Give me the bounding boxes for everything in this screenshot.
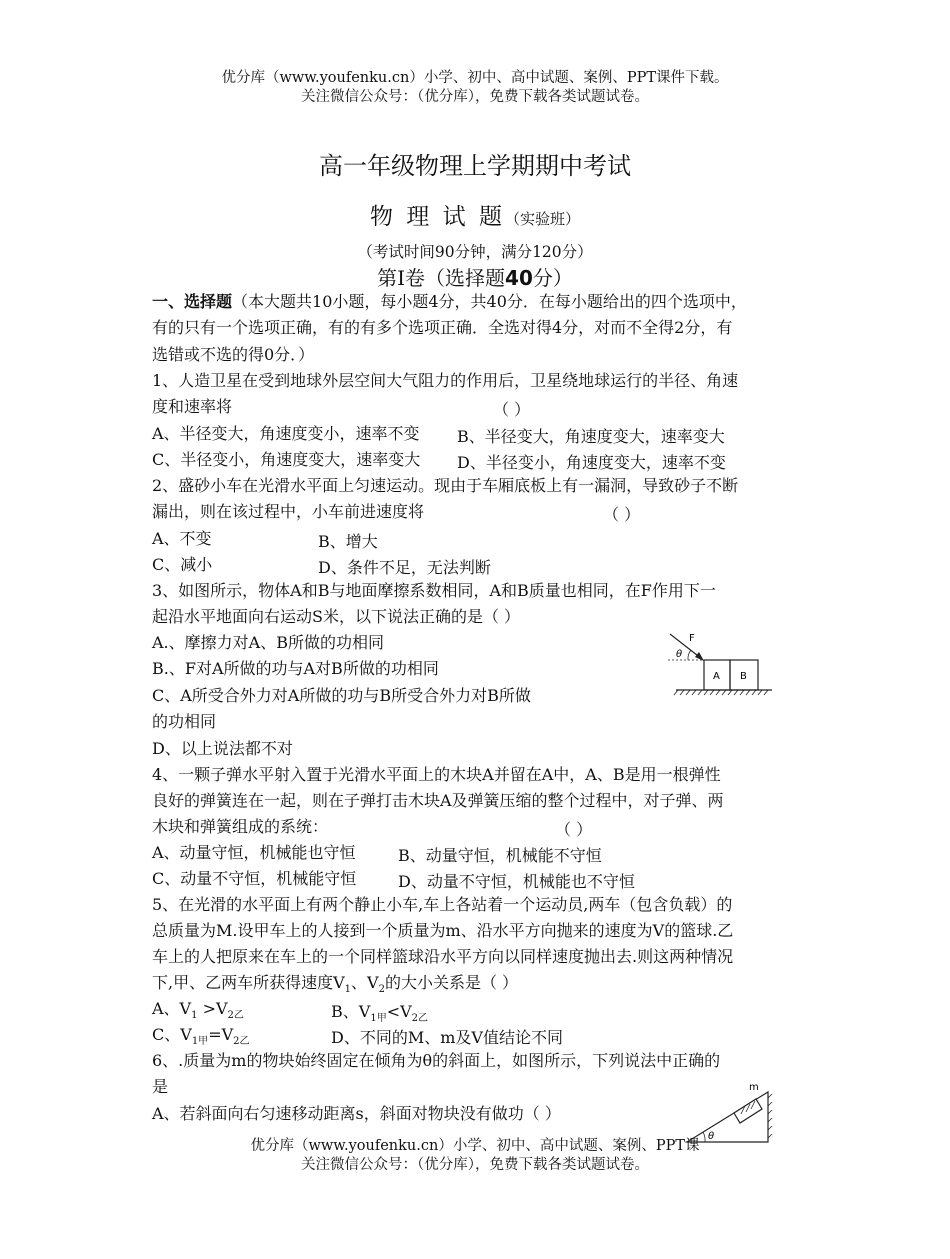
- incline-angle-label: θ: [708, 1131, 715, 1142]
- q5-stem-4-sub2: 2: [378, 984, 385, 996]
- q5-option-b: [331, 999, 428, 1024]
- q3-option-c-cont: 的功相同: [152, 712, 217, 731]
- block-b-label: B: [740, 671, 747, 682]
- q6-figure: [683, 1076, 787, 1146]
- q6-stem-1: 6、.质量为m的物块始终固定在倾角为θ的斜面上，如图所示，下列说法中正确的: [152, 1051, 721, 1070]
- footer-line-1: 优分库（www.youfenku.cn）小学、初中、高中试题、案例、PPT课: [250, 1138, 700, 1154]
- q2-answer-paren: （ ）: [603, 505, 641, 524]
- q4-stem-3: 木块和弹簧组成的系统：: [152, 817, 329, 836]
- q5-opt-a-s2: 2乙: [227, 1010, 244, 1022]
- q1-stem-2: 度和速率将: [152, 397, 233, 416]
- section-intro-line-1: [152, 292, 747, 312]
- part-suffix: 分）: [532, 266, 573, 290]
- q4-option-b: B、动量守恒，机械能不守恒: [398, 846, 602, 865]
- q2-option-a: A、不变: [152, 529, 212, 548]
- q5-opt-b-p1: B、V: [331, 1002, 371, 1021]
- part-score: 40: [505, 266, 533, 290]
- q5-opt-a-p1: A、V: [152, 999, 192, 1018]
- q1-answer-paren: （ ）: [493, 400, 531, 419]
- q4-option-c: C、动量不守恒，机械能守恒: [152, 869, 357, 888]
- q3-option-d: D、以上说法都不对: [152, 739, 293, 758]
- q1-option-b: B、半径变大，角速度变大，速率变大: [457, 427, 725, 446]
- q5-opt-b-p2: <V: [386, 1002, 412, 1021]
- subtitle-note: （实验班）: [504, 210, 580, 228]
- q2-option-b: B、增大: [318, 532, 378, 551]
- q1-option-d: D、半径变小，角速度变大，速率不变: [457, 453, 726, 472]
- q5-opt-a-s1: 1: [191, 1010, 198, 1022]
- q5-stem-1: 5、在光滑的水平面上有两个静止小车,车上各站着一个运动员,两车（包含负载）的: [152, 895, 733, 914]
- q2-stem-1: 2、盛砂小车在光滑水平面上匀速运动。现由于车厢底板上有一漏洞，导致砂子不断: [152, 476, 739, 495]
- ground-hatching: [674, 690, 768, 695]
- section-intro-line-2: 有的只有一个选项正确，有的有多个选项正确．全选对得4分，对而不全得2分，有: [152, 318, 733, 337]
- q6-option-a: A、若斜面向右匀速移动距离s，斜面对物块没有做功（ ）: [152, 1104, 561, 1123]
- part-heading: [0, 262, 950, 291]
- subtitle-text: 物 理 试 题: [370, 204, 505, 230]
- q5-opt-b-s2: 2乙: [411, 1013, 429, 1025]
- q5-option-c: [152, 1025, 250, 1052]
- angle-arc: [688, 650, 691, 660]
- q5-option-d: D、不同的M、m及V值结论不同: [331, 1028, 563, 1047]
- mass-label: m: [749, 1082, 759, 1093]
- q5-stem-4-c: 的大小关系是（ ）: [384, 973, 519, 992]
- q4-stem-2: 良好的弹簧连在一起，则在子弹打击木块A及弹簧压缩的整个过程中，对子弹、两: [152, 791, 724, 810]
- q5-opt-c-p2: =V: [208, 1025, 234, 1044]
- q5-stem-4: [152, 973, 518, 1000]
- angle-label: θ: [676, 649, 683, 660]
- part-prefix: 第Ⅰ卷（选择题: [377, 266, 506, 290]
- q6-figure-svg: [683, 1076, 787, 1146]
- section-intro-1: （本大题共10小题，每小题4分，共40分．在每小题给出的四个选项中，: [232, 292, 747, 311]
- q1-option-a: A、半径变大，角速度变小，速率不变: [152, 424, 420, 443]
- q6-stem-2: 是: [152, 1077, 169, 1096]
- exam-title: 高一年级物理上学期期中考试: [319, 152, 631, 180]
- q5-stem-4-b: 、V: [351, 973, 379, 992]
- q3-option-b: B.、F对A所做的功与A对B所做的功相同: [152, 659, 439, 678]
- q1-stem-1: 1、人造卫星在受到地球外层空间大气阻力的作用后，卫星绕地球运行的半径、角速: [152, 371, 739, 390]
- q5-opt-c-p1: C、V: [152, 1025, 192, 1044]
- q4-answer-paren: （ ）: [555, 820, 593, 839]
- q5-opt-b-s1: 1甲: [370, 1013, 387, 1025]
- exam-info: （考试时间90分钟，满分120分）: [357, 243, 593, 261]
- q3-figure-svg: [664, 628, 776, 698]
- q5-stem-4-a: 下,甲、乙两车所获得速度V: [152, 973, 345, 992]
- q2-stem-2: 漏出，则在该过程中，小车前进速度将: [152, 502, 425, 521]
- q4-option-d: D、动量不守恒，机械能也不守恒: [398, 872, 635, 891]
- mass-block: [734, 1099, 762, 1123]
- q3-option-a: A.、摩擦力对A、B所做的功相同: [152, 633, 384, 652]
- q2-option-c: C、减小: [152, 555, 213, 574]
- q3-stem-1: 3、如图所示，物体A和B与地面摩擦系数相同，A和B质量也相同，在F作用下一: [152, 581, 716, 600]
- q5-stem-4-sub1: 1: [344, 984, 352, 996]
- q1-option-c: C、半径变小，角速度变大，速率变大: [152, 450, 421, 469]
- q3-option-c: C、A所受合外力对A所做的功与B所受合外力对B所做: [152, 686, 531, 705]
- q4-option-a: A、动量守恒，机械能也守恒: [152, 843, 356, 862]
- q5-opt-c-s1: 1甲: [191, 1036, 209, 1048]
- q5-opt-c-s2: 2乙: [233, 1036, 250, 1048]
- q5-option-a: [152, 999, 244, 1026]
- header-line-1: 优分库（www.youfenku.cn）小学、初中、高中试题、案例、PPT课件下载。: [221, 70, 729, 86]
- section-label: 一、选择题: [152, 292, 233, 311]
- q5-stem-3: 车上的人把原来在车上的一个同样篮球沿水平方向以同样速度抛出去.则这两种情况: [152, 947, 734, 966]
- footer-line-2: 关注微信公众号：（优分库），免费下载各类试题试卷。: [301, 1157, 649, 1173]
- exam-subtitle: [0, 198, 950, 231]
- section-intro-line-3: 选错或不选的得0分．）: [152, 345, 315, 364]
- q3-figure: [664, 628, 776, 698]
- q5-stem-2: 总质量为M.设甲车上的人接到一个质量为m、沿水平方向抛来的速度为V的篮球.乙: [152, 921, 734, 940]
- q2-option-d: D、条件不足，无法判断: [318, 558, 491, 577]
- block-a-label: A: [713, 671, 720, 682]
- force-label: F: [689, 633, 695, 644]
- q5-opt-a-p2: >V: [197, 999, 228, 1018]
- header-line-2: 关注微信公众号：（优分库），免费下载各类试题试卷。: [301, 89, 649, 105]
- q4-stem-1: 4、一颗子弹水平射入置于光滑水平面上的木块A并留在A中，A、B是用一根弹性: [152, 765, 721, 784]
- q3-stem-2: 起沿水平地面向右运动S米，以下说法正确的是（ ）: [152, 607, 521, 626]
